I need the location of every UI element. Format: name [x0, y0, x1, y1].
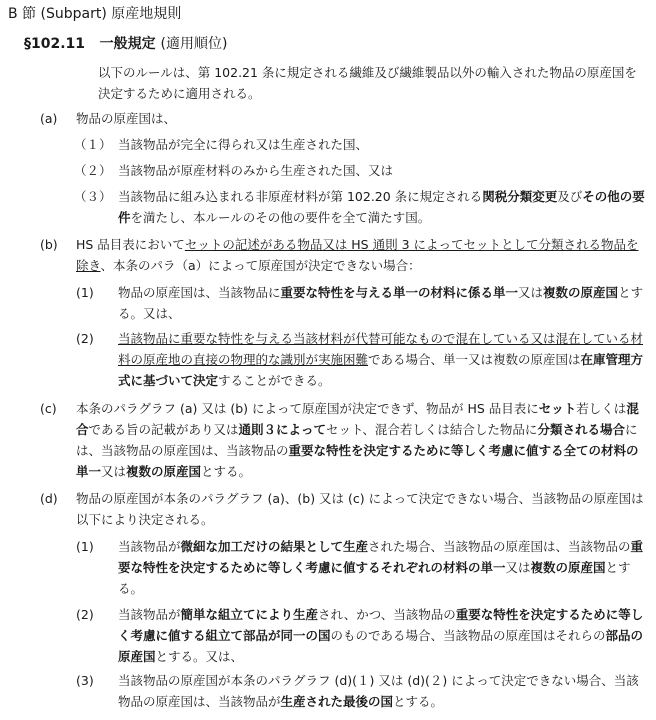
para-b-text: HS 品目表においてセットの記述がある物品又は HS 通則 3 によってセットとして分類される物品を除き、本条のパラ（a）によって原産国が決定できない場合： — [76, 237, 639, 273]
para-c-text: 本条のパラグラフ (a) 又は (b) によって原産国が決定できず、物品が HS 品目表にセット若しくは混合である旨の記載があり又は通則３によってセット、混合若しくは結合した物品に分類される場合には、当該物品の原産国は、当該物品の重要な特性を決定するために等しく考慮に値する全ての材料の単一又は複数の原産国とする。 — [76, 401, 639, 479]
para-d-text: 物品の原産国が本条のパラグラフ (a)、(b) 又は (c) によって決定できない場合、当該物品の原産国は以下により決定される。 — [76, 491, 644, 527]
section-number: §102.11 — [24, 36, 86, 52]
para-d1-text: 当該物品が微細な加工だけの結果として生産された場合、当該物品の原産国は、当該物品の重要な特性を決定するために等しく考慮に値するそれぞれの材料の単一又は複数の原産国とする。 — [118, 539, 644, 596]
section-title: 一般規定 — [99, 36, 156, 52]
subpart-heading: B 節 (Subpart) 原産地規則 — [8, 6, 182, 22]
para-a-label: (a) — [40, 111, 58, 126]
section-title-paren: (適用順位) — [160, 36, 228, 52]
para-d-label: (d) — [40, 491, 58, 506]
para-b1-text: 物品の原産国は、当該物品に重要な特性を与える単一の材料に係る単一又は複数の原産国とする。又は、 — [118, 285, 644, 321]
para-c-label: (c) — [40, 401, 57, 416]
para-a2-label: （２） — [74, 163, 112, 178]
para-d3-label: (3) — [76, 673, 94, 688]
para-a1-label: （１） — [74, 137, 112, 152]
para-b2-label: (2) — [76, 331, 94, 346]
para-b1-label: (1) — [76, 285, 94, 300]
para-d1-label: (1) — [76, 539, 94, 554]
para-d2-label: (2) — [76, 607, 94, 622]
para-b-label: (b) — [40, 237, 58, 252]
para-a2-text: 当該物品が原産材料のみから生産された国、又は — [118, 163, 394, 178]
para-a-text: 物品の原産国は、 — [76, 111, 177, 126]
para-b2-text: 当該物品に重要な特性を与える当該材料が代替可能なもので混在している又は混在している材料の原産地の直接の物理的な識別が実施困難である場合、単一又は複数の原産国は在庫管理方式に基づいて決定することができる。 — [118, 331, 644, 388]
para-a1-text: 当該物品が完全に得られ又は生産された国、 — [118, 137, 369, 152]
para-a3-label: （３） — [74, 189, 112, 204]
para-d3-text: 当該物品の原産国が本条のパラグラフ (d)(１) 又は (d)(２) によって決定できない場合、当該物品の原産国は、当該物品が生産された最後の国とする。 — [118, 673, 639, 709]
para-a3-text: 当該物品に組み込まれる非原産材料が第 102.20 条に規定される関税分類変更及びその他の要件を満たし、本ルールのその他の要件を全て満たす国。 — [118, 189, 645, 225]
para-d2-text: 当該物品が簡単な組立てにより生産され、かつ、当該物品の重要な特性を決定するために等しく考慮に値する組立て部品が同一の国のものである場合、当該物品の原産国はそれらの部品の原産国とする。又は、 — [118, 607, 644, 664]
intro-paragraph: 以下のルールは、第 102.21 条に規定される繊維及び繊維製品以外の輸入された物品の原産国を決定するために適用される。 — [98, 65, 637, 101]
section-heading — [24, 34, 227, 54]
